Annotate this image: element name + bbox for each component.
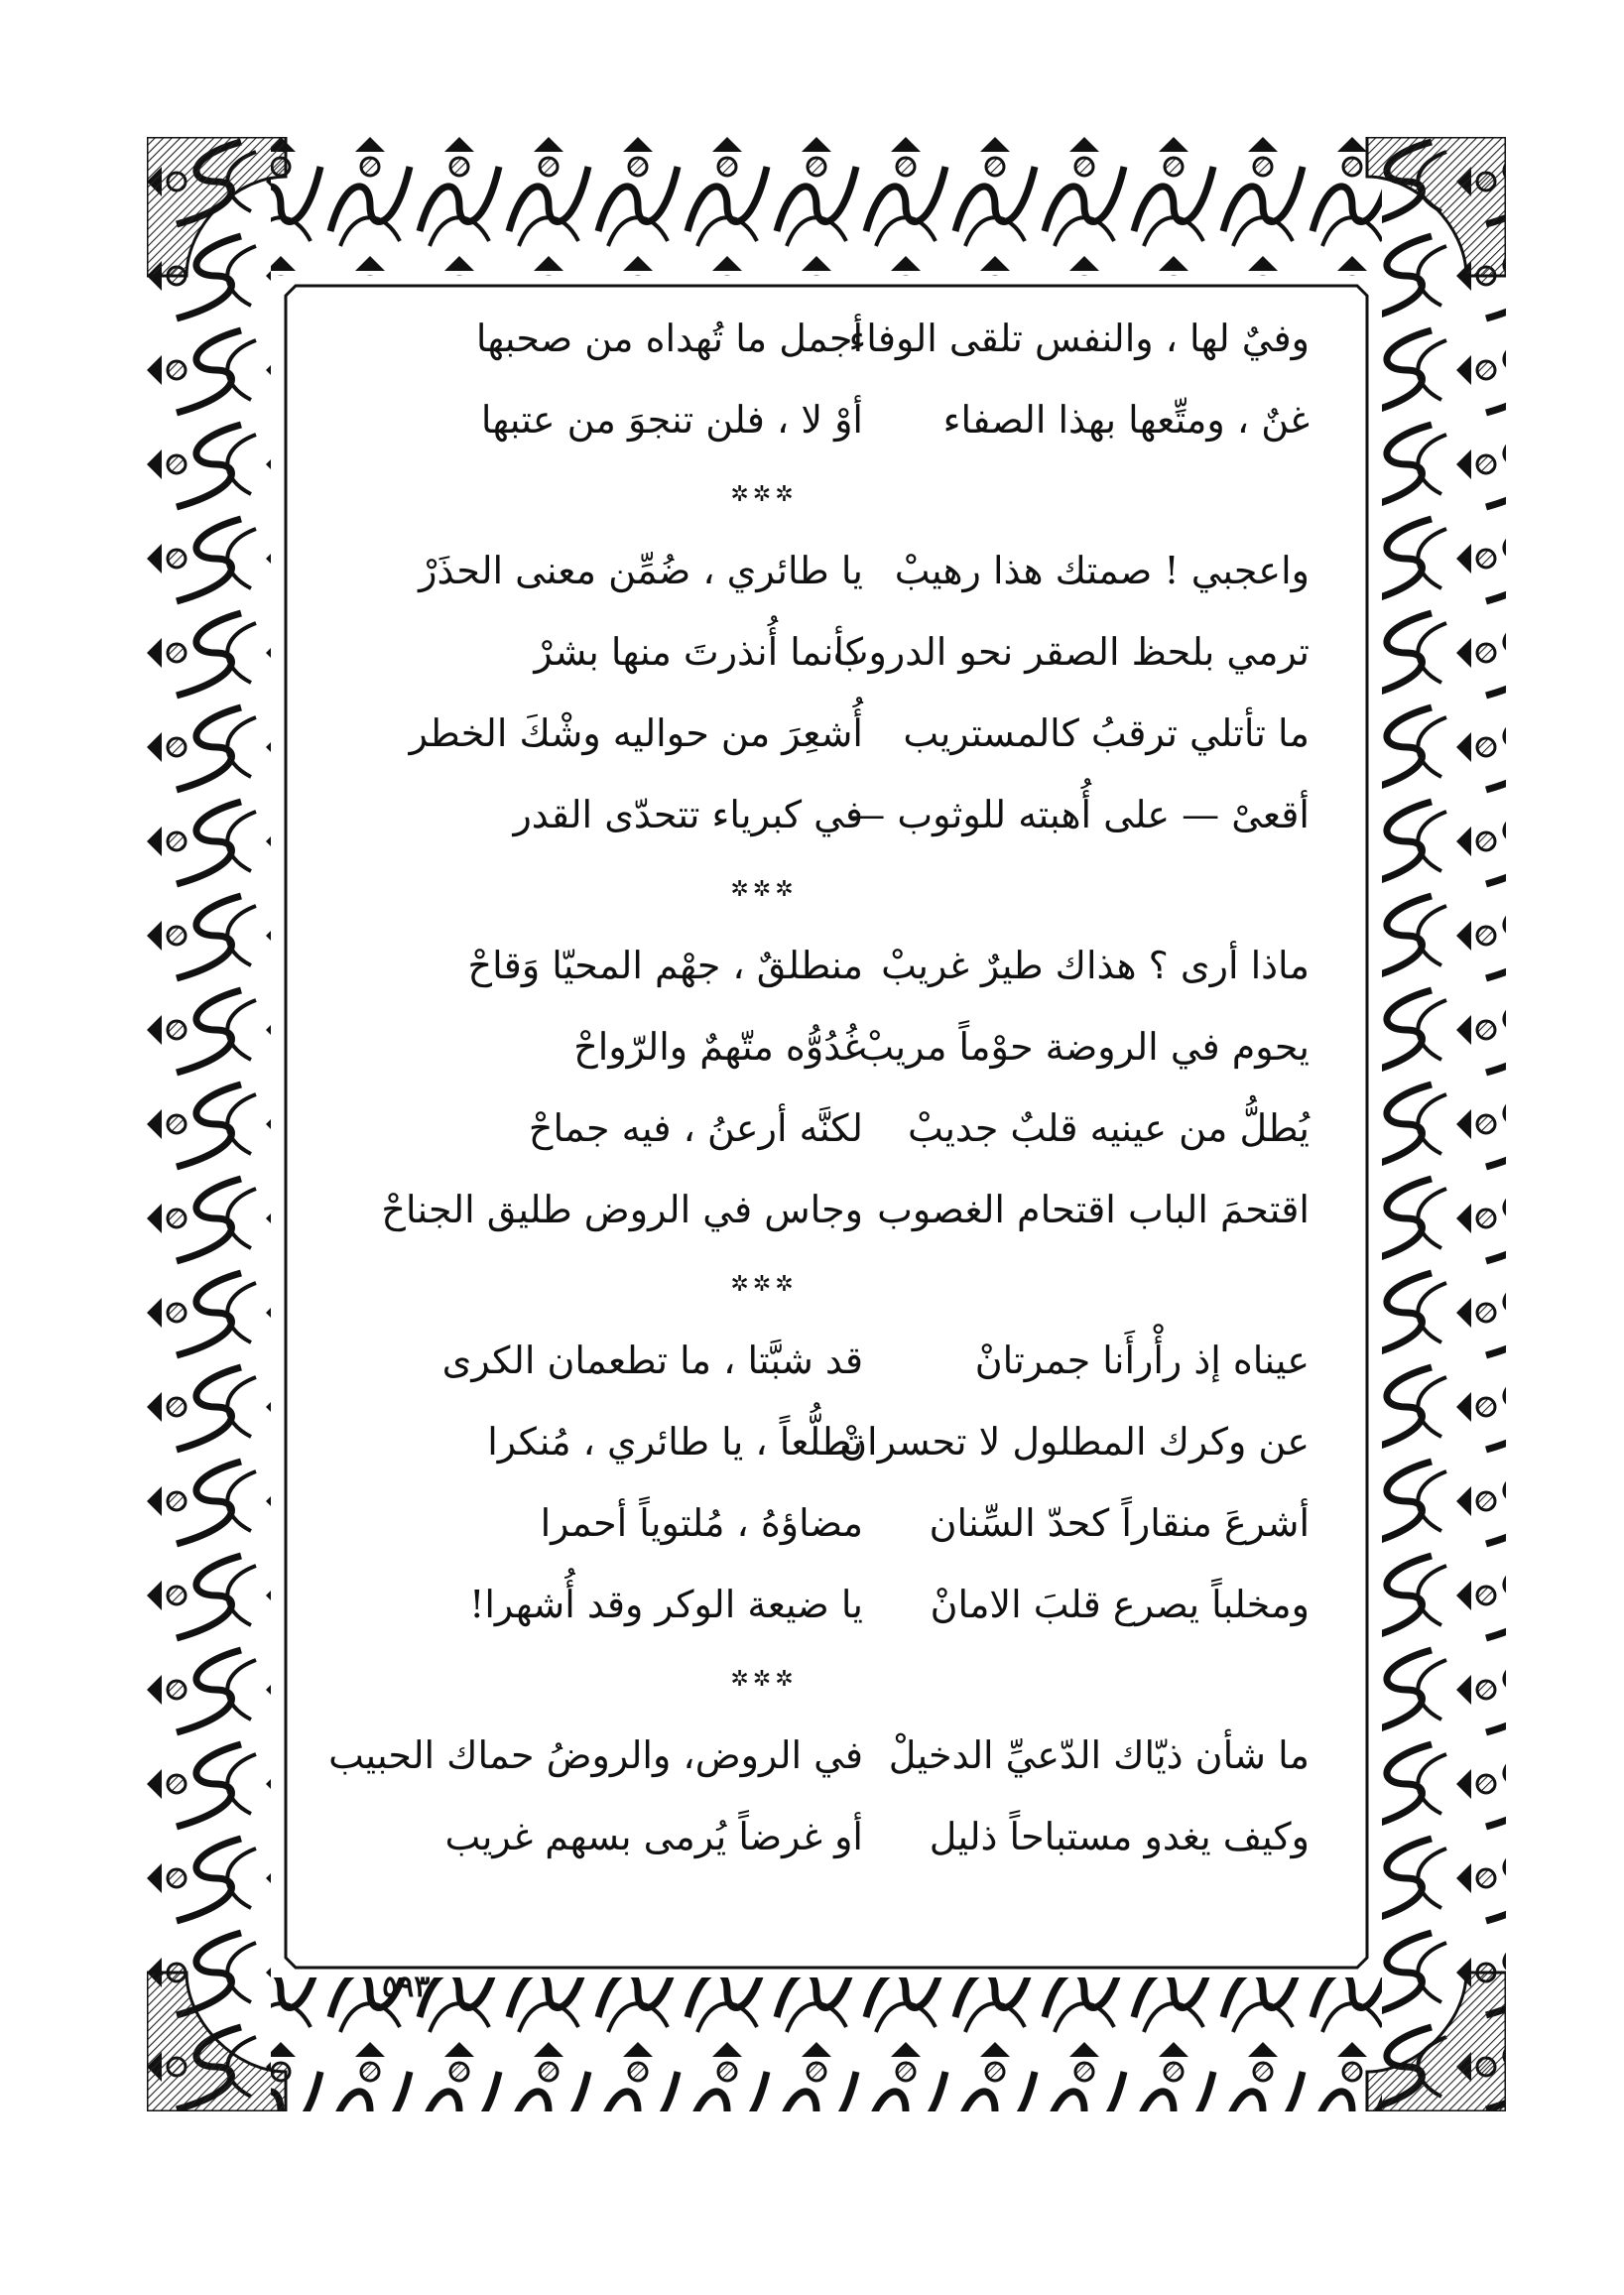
verse-first-hemistich: وكيف يغدو مستباحاً ذليل <box>929 1815 1310 1858</box>
verse-first-hemistich: عن وكرك المطلول لا تحسرانْ <box>839 1420 1310 1464</box>
verse-line <box>337 298 1310 379</box>
verse-second-hemistich: مضاؤهُ ، مُلتوياً أحمرا <box>540 1501 863 1545</box>
verse-line <box>337 379 1310 460</box>
verse-line <box>337 925 1310 1006</box>
verse-second-hemistich: وجاس في الروض طليق الجناحْ <box>381 1188 863 1231</box>
verse-line <box>337 1796 1310 1877</box>
verse-line <box>337 1482 1310 1564</box>
verse-first-hemistich: غنٌ ، ومتِّعها بهذا الصفاء <box>942 398 1310 442</box>
page-number: ٥٩٣ <box>382 1970 431 2004</box>
verse-second-hemistich: تطلُّعاً ، يا طائري ، مُنكرا <box>487 1420 863 1464</box>
stanza-separator-stars: ✲✲✲ <box>730 1272 798 1297</box>
verse-first-hemistich: واعجبي ! صمتك هذا رهيبْ <box>894 549 1310 592</box>
verse-line <box>337 774 1310 855</box>
verse-second-hemistich: لكنَّه أرعنُ ، فيه جماحْ <box>528 1106 863 1150</box>
verse-first-hemistich: ومخلباً يصرع قلبَ الامانْ <box>930 1583 1310 1626</box>
stanza-4 <box>337 1320 1310 1645</box>
stanza-separator-stars: ✲✲✲ <box>730 1667 798 1692</box>
verse-line <box>337 1169 1310 1250</box>
verse-second-hemistich: كأنما أُنذرتَ منها بشرْ <box>534 630 863 674</box>
stanza-2 <box>337 530 1310 855</box>
verse-second-hemistich: قد شبَّتا ، ما تطعمان الكرى <box>441 1339 863 1382</box>
verse-first-hemistich: يُطلُّ من عينيه قلبٌ جديبْ <box>908 1106 1310 1150</box>
verse-second-hemistich: يا ضيعة الوكر وقد أُشهرا! <box>469 1583 863 1626</box>
verse-first-hemistich: ترمي بلحظ الصقر نحو الدروب <box>832 630 1310 674</box>
verse-first-hemistich: يحوم في الروضة حوْماً مريبْ <box>858 1025 1310 1069</box>
verse-line <box>328 1715 1310 1796</box>
verse-line <box>337 611 1310 693</box>
verse-second-hemistich: أو غرضاً يُرمى بسهم غريب <box>444 1815 863 1858</box>
verse-second-hemistich: أُشعِرَ من حواليه وشْكَ الخطر <box>409 711 863 755</box>
verse-second-hemistich: يا طائري ، ضُمِّن معنى الحذَرْ <box>419 549 863 592</box>
verse-first-hemistich: ما تأتلي ترقبُ كالمستريب <box>903 711 1310 755</box>
stanza-1 <box>337 298 1310 460</box>
verse-second-hemistich: منطلقٌ ، جهْم المحيّا وَقاحْ <box>467 944 863 987</box>
verse-second-hemistich: غُدُوُّه متّهمٌ والرّواحْ <box>573 1025 863 1069</box>
verse-first-hemistich: وفيٌ لها ، والنفس تلقى الوفاء <box>848 317 1310 360</box>
verse-first-hemistich: عيناه إذ رأْرأَنا جمرتانْ <box>974 1339 1310 1382</box>
stanza-5 <box>328 1715 1310 1877</box>
verse-line <box>337 530 1310 611</box>
verse-first-hemistich: أقعىْ — على أُهبته للوثوب — <box>847 793 1310 836</box>
verse-line <box>337 1320 1310 1401</box>
stanza-separator-stars: ✲✲✲ <box>730 482 798 507</box>
verse-line <box>337 1564 1310 1645</box>
verse-second-hemistich: في كبرياء تتحدّى القدر <box>513 793 863 836</box>
verse-line <box>337 1006 1310 1087</box>
poem-body <box>328 298 1310 1877</box>
verse-line <box>337 693 1310 774</box>
verse-first-hemistich: أشرعَ منقاراً كحدّ السِّنان <box>929 1501 1310 1545</box>
verse-first-hemistich: اقتحمَ الباب اقتحام الغصوب <box>877 1188 1310 1231</box>
verse-first-hemistich: ماذا أرى ؟ هذاك طيرٌ غريبْ <box>881 944 1310 987</box>
verse-first-hemistich: ما شأن ذيّاك الدّعيِّ الدخيلْ <box>888 1733 1310 1777</box>
verse-second-hemistich: في الروض، والروضُ حماك الحبيب <box>328 1733 863 1777</box>
stanza-separator-stars: ✲✲✲ <box>730 877 798 902</box>
verse-line <box>337 1087 1310 1169</box>
stanza-3 <box>337 925 1310 1250</box>
verse-line <box>337 1401 1310 1482</box>
verse-second-hemistich: أوْ لا ، فلن تنجوَ من عتبها <box>480 398 863 442</box>
verse-second-hemistich: أجمل ما تُهداه من صحبها <box>475 317 863 360</box>
